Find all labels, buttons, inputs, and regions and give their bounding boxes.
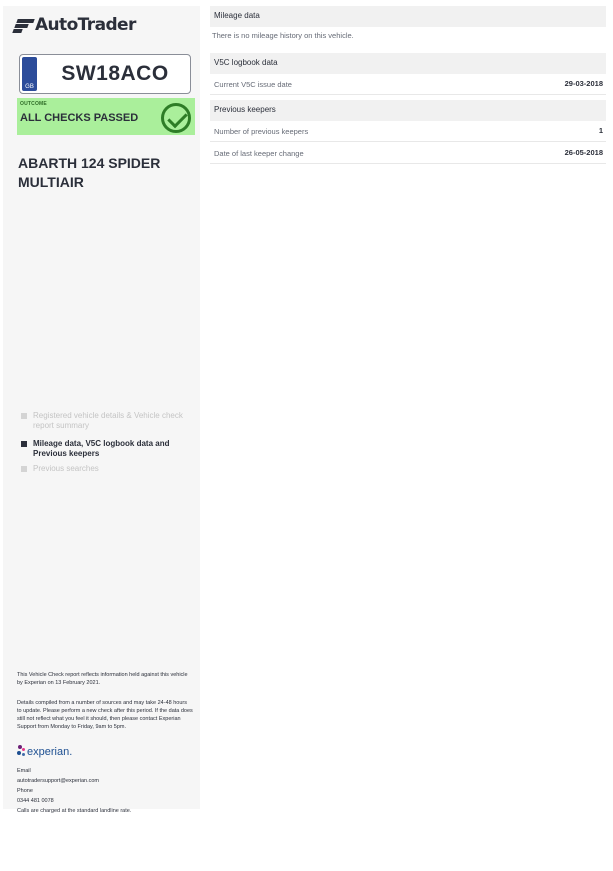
vehicle-title: ABARTH 124 SPIDER MULTIAIR xyxy=(18,155,161,190)
registration-plate xyxy=(19,54,191,94)
outcome-kicker: OUTCOME xyxy=(20,101,47,107)
nav-item-vehicle-details[interactable] xyxy=(21,411,196,431)
nav-item-label: Previous searches xyxy=(33,464,99,473)
support-email[interactable]: autotradersupport@experian.com xyxy=(17,778,100,784)
nav-item-mileage-data[interactable] xyxy=(21,439,196,459)
row-label: Current V5C issue date xyxy=(214,80,292,89)
nav-bullet-icon xyxy=(21,466,27,472)
outcome-banner xyxy=(17,98,195,135)
plate-country-code: GB xyxy=(25,84,34,90)
brand-name: AutoTrader xyxy=(35,15,136,35)
mileage-empty-message: There is no mileage history on this vehicle. xyxy=(212,31,354,40)
autotrader-logo[interactable] xyxy=(17,15,136,35)
check-circle-icon xyxy=(161,103,191,133)
autotrader-mark-icon xyxy=(17,18,34,33)
nav-bullet-icon xyxy=(21,413,27,419)
nav-bullet-icon xyxy=(21,441,27,447)
data-sources-note: Details compiled from a number of sources and may take 24-48 hours to update. Please perform a new check after this period. If the data does still not reflect what you feel it should, then please contact Experian Support from Monday to Friday, 9am to 5pm. xyxy=(17,700,193,730)
row-value: 1 xyxy=(598,126,603,135)
report-disclaimer: This Vehicle Check report reflects information held against this vehicle by Experian on 13 February 2021. xyxy=(17,672,188,686)
experian-dots-icon xyxy=(17,745,26,759)
support-phone[interactable]: 0344 481 0078 xyxy=(17,798,54,804)
row-value: 29-03-2018 xyxy=(564,79,603,88)
experian-wordmark: experian. xyxy=(27,746,73,758)
v5c-issue-date-row xyxy=(210,74,606,95)
last-keeper-change-row xyxy=(210,143,606,164)
registration-number: SW18ACO xyxy=(61,62,169,85)
v5c-section-header: V5C logbook data xyxy=(210,53,606,74)
experian-logo xyxy=(17,745,72,759)
mileage-section-header: Mileage data xyxy=(210,6,606,27)
call-charge-note: Calls are charged at the standard landline rate. xyxy=(17,808,132,814)
row-label: Number of previous keepers xyxy=(214,127,309,136)
nav-item-label: Mileage data, V5C logbook data and Previous keepers xyxy=(33,439,170,458)
row-label: Date of last keeper change xyxy=(214,149,304,158)
nav-item-label: Registered vehicle details & Vehicle check report summary xyxy=(33,411,183,430)
report-sidebar xyxy=(3,6,200,814)
phone-label: Phone xyxy=(17,788,33,794)
nav-item-previous-searches[interactable] xyxy=(21,464,196,474)
row-value: 26-05-2018 xyxy=(564,148,603,157)
previous-keepers-count-row xyxy=(210,121,606,142)
email-label: Email xyxy=(17,768,31,774)
outcome-status: ALL CHECKS PASSED xyxy=(20,112,139,124)
keepers-section-header: Previous keepers xyxy=(210,100,606,121)
